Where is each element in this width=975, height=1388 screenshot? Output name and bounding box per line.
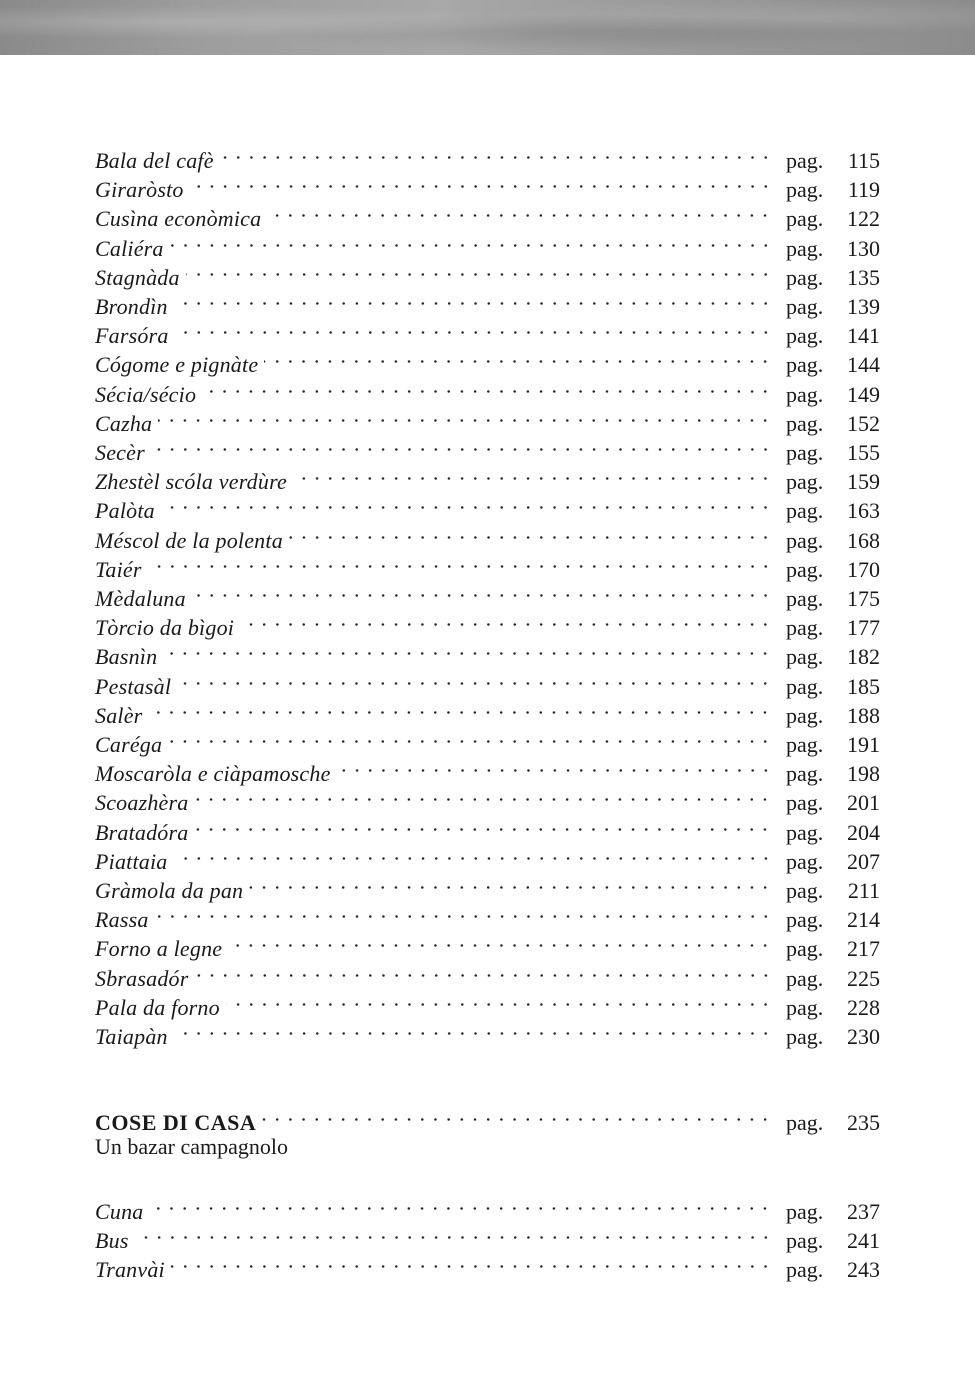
entry-title: Palòta	[95, 498, 155, 524]
toc-entry[interactable]	[95, 752, 880, 787]
dot-leader	[192, 577, 772, 606]
page-label: pag.	[786, 761, 824, 787]
toc-entry[interactable]	[95, 869, 880, 903]
page-number: 115	[847, 148, 880, 173]
page-number: 207	[847, 848, 880, 874]
toc-entry[interactable]	[95, 577, 880, 611]
entry-title: Mèdaluna	[95, 586, 186, 611]
toc-entry[interactable]	[95, 1248, 880, 1283]
page-label: pag.	[786, 323, 824, 349]
page-label: pag.	[786, 994, 824, 1020]
entry-title: Stagnàda	[95, 264, 180, 290]
page-label: pag.	[786, 352, 824, 378]
page-number: 241	[847, 1228, 880, 1254]
toc-entry[interactable]	[95, 139, 880, 173]
page-label: pag.	[786, 381, 824, 407]
dot-leader	[228, 927, 772, 956]
page-number: 191	[847, 732, 880, 757]
dot-leader	[267, 197, 772, 226]
header-texture-band	[0, 0, 975, 55]
page-number: 230	[847, 1024, 880, 1049]
dot-leader	[163, 635, 772, 664]
dot-leader	[174, 840, 773, 869]
page-number: 214	[847, 907, 880, 933]
page-number: 135	[847, 264, 880, 290]
toc-entry[interactable]	[95, 519, 880, 553]
entry-title: Cuna	[95, 1199, 144, 1224]
entry-title: Secèr	[95, 440, 145, 465]
toc-entry[interactable]	[95, 197, 880, 232]
entry-title: Farsóra	[95, 323, 169, 349]
toc-entry[interactable]	[95, 227, 880, 261]
dot-leader	[155, 898, 772, 927]
toc-entry[interactable]	[95, 811, 880, 845]
toc-entry[interactable]	[95, 1015, 880, 1049]
entry-title: Sécia/sécio	[95, 381, 197, 407]
dot-leader	[337, 752, 772, 781]
page-number: 149	[847, 381, 880, 407]
page-number: 217	[847, 936, 880, 962]
page-number: 152	[847, 410, 880, 436]
entry-title: Caréga	[95, 732, 163, 757]
toc-entry[interactable]	[95, 285, 880, 319]
page-label: pag.	[786, 1110, 824, 1135]
toc-entry[interactable]	[95, 256, 880, 290]
page-reference	[786, 1022, 880, 1051]
dot-leader	[202, 373, 772, 402]
dot-leader	[195, 957, 773, 986]
page-label: pag.	[786, 936, 824, 962]
dot-leader	[249, 869, 772, 898]
entry-title: Moscaròla e ciàpamosche	[95, 761, 331, 787]
dot-leader	[149, 1190, 772, 1219]
page-reference	[786, 1108, 880, 1137]
page-reference	[786, 1255, 880, 1284]
dot-leader	[174, 1015, 772, 1044]
entry-title: Caliéra	[95, 235, 164, 261]
page-label: pag.	[786, 1228, 824, 1254]
toc-entry[interactable]	[95, 694, 880, 728]
page-number: 130	[847, 235, 880, 261]
dot-leader	[194, 811, 772, 840]
page-number: 144	[847, 352, 880, 378]
entry-title: Zhestèl scóla verdùre	[95, 469, 287, 495]
dot-leader	[161, 489, 772, 518]
dot-leader	[148, 694, 772, 723]
page-label: pag.	[786, 615, 824, 641]
entry-title: Basnìn	[95, 644, 158, 670]
page-label: pag.	[786, 819, 824, 845]
toc-entry[interactable]	[95, 343, 880, 378]
page-label: pag.	[786, 1199, 824, 1224]
page-label: pag.	[786, 907, 824, 933]
toc-entry[interactable]	[95, 373, 880, 407]
page-label: pag.	[786, 673, 824, 699]
dot-leader	[171, 1248, 772, 1277]
page-number: 177	[847, 615, 880, 641]
entry-title: Taiér	[95, 556, 142, 582]
entry-title: Cógome e pignàte	[95, 352, 259, 378]
page-number: 204	[847, 819, 880, 845]
dot-leader	[240, 606, 772, 635]
dot-leader	[177, 665, 772, 694]
dot-leader	[148, 548, 772, 577]
page-number: 139	[847, 294, 880, 319]
entry-title: Bus	[95, 1228, 129, 1254]
entry-title: Taiapàn	[95, 1024, 168, 1049]
page-number: 188	[847, 702, 880, 728]
toc-entry[interactable]	[95, 1190, 880, 1224]
toc-entry[interactable]	[95, 898, 880, 933]
page-label: pag.	[786, 206, 824, 232]
page-number: 225	[847, 965, 880, 991]
toc-entry[interactable]	[95, 665, 880, 699]
page-number: 228	[847, 994, 880, 1020]
dot-leader	[220, 139, 772, 168]
page-label: pag.	[786, 644, 824, 670]
section-title: COSE DI CASA	[95, 1110, 257, 1135]
dot-leader	[174, 285, 772, 314]
page-label: pag.	[786, 702, 824, 728]
entry-title: Sbrasadór	[95, 965, 189, 991]
entry-title: Bala del cafè	[95, 148, 214, 173]
page-label: pag.	[786, 527, 824, 553]
dot-leader	[262, 1101, 772, 1130]
entry-title: Forno a legne	[95, 936, 223, 962]
entry-title: Tranvài	[95, 1257, 165, 1283]
page-number: 175	[847, 586, 880, 611]
page-number: 155	[847, 440, 880, 465]
toc-section-heading[interactable]	[95, 1101, 880, 1135]
entry-title: Tòrcio da bìgoi	[95, 615, 235, 641]
dot-leader	[135, 1219, 772, 1248]
page-number: 185	[847, 673, 880, 699]
dot-leader	[158, 402, 772, 431]
page-label: pag.	[786, 440, 824, 465]
page-label: pag.	[786, 790, 824, 816]
toc-entry[interactable]	[95, 927, 880, 962]
dot-leader	[186, 256, 772, 285]
toc-entry[interactable]	[95, 168, 880, 203]
dot-leader	[264, 343, 772, 372]
section-subtitle: Un bazar campagnolo	[95, 1134, 289, 1159]
toc-entry[interactable]	[95, 431, 880, 465]
toc-entry[interactable]	[95, 957, 880, 991]
toc-entry[interactable]	[95, 489, 880, 524]
dot-leader	[289, 519, 772, 548]
page-label: pag.	[786, 1257, 824, 1283]
page-number: 119	[847, 177, 880, 203]
entry-title: Giraròsto	[95, 177, 184, 203]
toc-entry[interactable]	[95, 548, 880, 582]
page-number: 237	[847, 1199, 880, 1224]
page-number: 163	[847, 498, 880, 524]
toc-entry[interactable]	[95, 1219, 880, 1254]
entry-title: Rassa	[95, 907, 149, 933]
entry-title: Gràmola da pan	[95, 878, 244, 903]
page-label: pag.	[786, 177, 824, 203]
page-number: 182	[847, 644, 880, 670]
dot-leader	[194, 781, 772, 810]
toc-entry[interactable]	[95, 606, 880, 641]
page-label: pag.	[786, 732, 824, 757]
entry-title: Méscol de la polenta	[95, 527, 283, 553]
page-number: 243	[847, 1257, 880, 1283]
page-label: pag.	[786, 498, 824, 524]
page-label: pag.	[786, 469, 824, 495]
page-label: pag.	[786, 235, 824, 261]
toc-entry[interactable]	[95, 635, 880, 670]
page-label: pag.	[786, 878, 824, 903]
entry-title: Salèr	[95, 702, 143, 728]
dot-leader	[175, 314, 772, 343]
page-label: pag.	[786, 848, 824, 874]
page-number: 159	[847, 469, 880, 495]
toc-entry[interactable]	[95, 840, 880, 874]
page-number: 201	[847, 790, 880, 816]
page-number: 170	[847, 556, 880, 582]
entry-title: Pala da forno	[95, 994, 220, 1020]
toc-entry[interactable]	[95, 723, 880, 757]
entry-title: Pestasàl	[95, 673, 172, 699]
page-label: pag.	[786, 294, 824, 319]
page-number: 141	[847, 323, 880, 349]
dot-leader	[226, 986, 772, 1015]
entry-title: Cazha	[95, 410, 153, 436]
entry-title: Scoazhèra	[95, 790, 189, 816]
entry-title: Piattaia	[95, 848, 168, 874]
page-label: pag.	[786, 148, 824, 173]
page-label: pag.	[786, 1024, 824, 1049]
dot-leader	[170, 227, 772, 256]
page-number: 235	[847, 1110, 880, 1135]
page-label: pag.	[786, 965, 824, 991]
toc-entry[interactable]	[95, 986, 880, 1020]
entry-title: Cusìna econòmica	[95, 206, 262, 232]
page-label: pag.	[786, 586, 824, 611]
page-number: 122	[847, 206, 880, 232]
dot-leader	[190, 168, 772, 197]
dot-leader	[293, 460, 772, 489]
page-label: pag.	[786, 264, 824, 290]
toc-entry[interactable]	[95, 460, 880, 495]
dot-leader	[151, 431, 772, 460]
page-number: 211	[847, 878, 880, 903]
toc-entry[interactable]	[95, 781, 880, 816]
entry-title: Brondìn	[95, 294, 168, 319]
dot-leader	[168, 723, 772, 752]
toc-entry[interactable]	[95, 402, 880, 436]
page-label: pag.	[786, 410, 824, 436]
page-label: pag.	[786, 556, 824, 582]
toc-entry[interactable]	[95, 314, 880, 349]
entry-title: Bratadóra	[95, 819, 189, 845]
page-number: 168	[847, 527, 880, 553]
page-number: 198	[847, 761, 880, 787]
